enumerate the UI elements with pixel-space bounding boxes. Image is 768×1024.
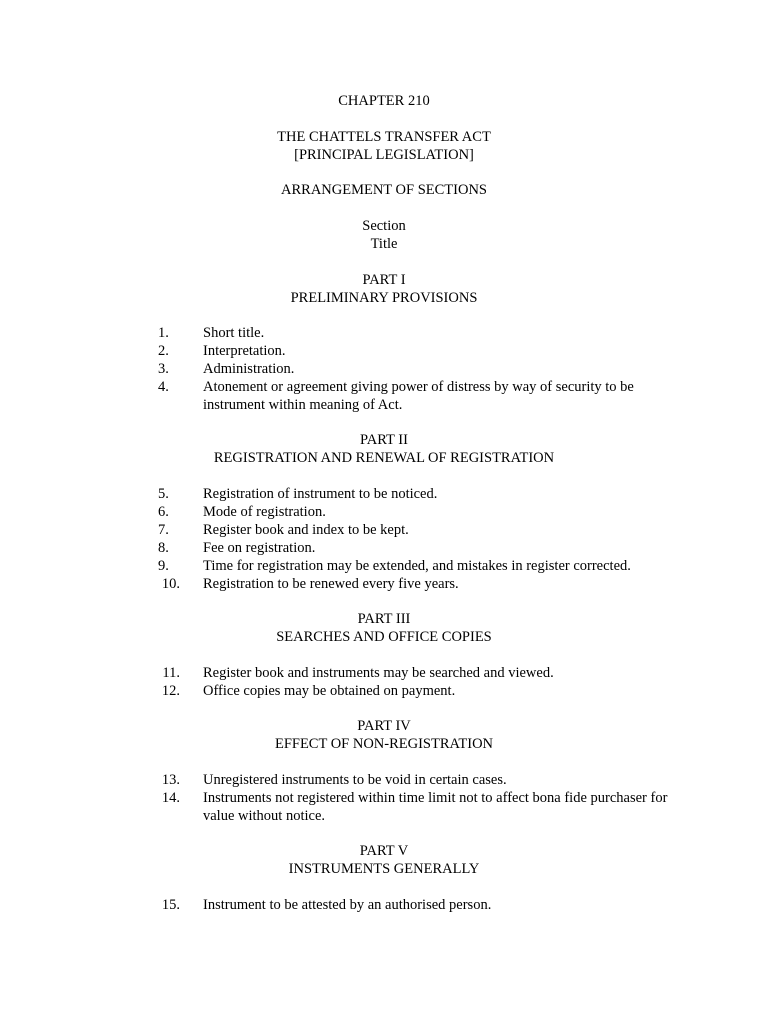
list-item (0, 557, 768, 575)
section-title: Short title. (203, 325, 265, 341)
section-number: 5. (158, 486, 169, 502)
list-item (0, 324, 768, 342)
section-title: Unregistered instruments to be void in certain cases. (203, 772, 507, 788)
part-3-heading (0, 610, 768, 646)
list-item (0, 521, 768, 539)
list-item (0, 485, 768, 503)
section-title: Fee on registration. (203, 540, 316, 556)
part-heading: REGISTRATION AND RENEWAL OF REGISTRATION (213, 450, 555, 466)
part-5-sections (0, 896, 768, 914)
part-4-sections (0, 771, 768, 825)
section-number: 1. (158, 325, 169, 341)
section-title: Mode of registration. (203, 504, 326, 520)
part-label: PART II (360, 432, 408, 448)
part-1-sections (0, 324, 768, 414)
section-title: Register book and index to be kept. (203, 522, 409, 538)
part-1-heading (0, 271, 768, 307)
column-headings (0, 217, 768, 253)
section-number: 13. (161, 772, 180, 788)
part-heading: INSTRUMENTS GENERALLY (288, 861, 480, 877)
list-item (0, 664, 768, 682)
chapter-number: CHAPTER 210 (338, 93, 430, 109)
section-title: Atonement or agreement giving power of distress by way of security to be instrument within meaning of Act. (203, 379, 634, 413)
section-number: 12. (161, 683, 180, 699)
part-heading: PRELIMINARY PROVISIONS (290, 290, 478, 306)
list-item (0, 896, 768, 914)
section-number: 9. (158, 558, 169, 574)
act-title: THE CHATTELS TRANSFER ACT (277, 129, 491, 145)
section-number: 4. (158, 379, 169, 395)
section-title: Time for registration may be extended, and mistakes in register corrected. (203, 558, 631, 574)
list-item (0, 503, 768, 521)
section-title: Office copies may be obtained on payment. (203, 683, 456, 699)
chapter-heading (0, 92, 768, 110)
section-title: Instrument to be attested by an authorised person. (203, 897, 492, 913)
part-heading: EFFECT OF NON-REGISTRATION (274, 736, 494, 752)
list-item (0, 771, 768, 789)
part-2-sections (0, 485, 768, 593)
section-title: Register book and instruments may be searched and viewed. (203, 665, 554, 681)
list-item (0, 378, 768, 414)
column-section-label: Section (362, 218, 406, 234)
section-number: 7. (158, 522, 169, 538)
act-subtitle: [PRINCIPAL LEGISLATION] (294, 147, 474, 163)
list-item (0, 539, 768, 557)
section-number: 14. (161, 790, 180, 806)
column-title-label: Title (370, 236, 398, 252)
list-item (0, 342, 768, 360)
arrangement-title: ARRANGEMENT OF SECTIONS (281, 182, 487, 198)
section-title: Registration of instrument to be noticed. (203, 486, 438, 502)
part-label: PART I (362, 272, 406, 288)
list-item (0, 575, 768, 593)
part-3-sections (0, 664, 768, 700)
section-title: Registration to be renewed every five years. (203, 576, 459, 592)
part-label: PART IV (357, 718, 411, 734)
section-number: 2. (158, 343, 169, 359)
part-label: PART III (357, 611, 411, 627)
list-item (0, 682, 768, 700)
part-heading: SEARCHES AND OFFICE COPIES (276, 629, 492, 645)
part-2-heading (0, 431, 768, 467)
section-number: 15. (161, 897, 180, 913)
list-item (0, 360, 768, 378)
part-5-heading (0, 842, 768, 878)
part-label: PART V (359, 843, 409, 859)
section-number: 3. (158, 361, 169, 377)
section-number: 11. (162, 665, 180, 681)
section-title: Interpretation. (203, 343, 286, 359)
section-number: 8. (158, 540, 169, 556)
act-title-block (0, 128, 768, 164)
section-number: 6. (158, 504, 169, 520)
section-title: Instruments not registered within time limit not to affect bona fide purchaser for value without notice. (203, 790, 668, 824)
section-number: 10. (161, 576, 180, 592)
list-item (0, 789, 768, 825)
part-4-heading (0, 717, 768, 753)
section-title: Administration. (203, 361, 295, 377)
arrangement-heading (0, 181, 768, 199)
